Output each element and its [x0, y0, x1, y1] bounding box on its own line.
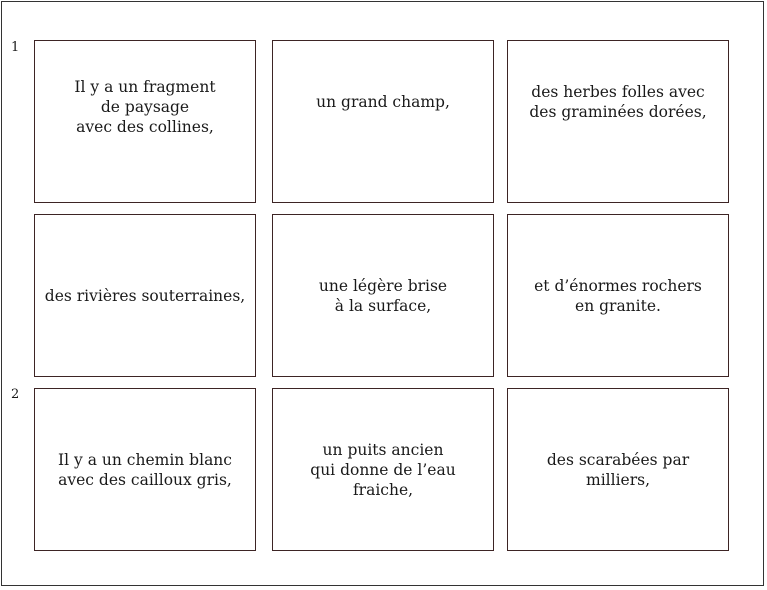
card-7: [34, 388, 256, 551]
card-text: un puits ancien qui donne de l’eau fraiche,: [310, 440, 456, 499]
row-number-1: 1: [11, 40, 20, 55]
card-text: Il y a un fragment de paysage avec des collines,: [74, 77, 216, 136]
card-4: [34, 214, 256, 377]
row-number-2: 2: [11, 387, 20, 402]
card-5: [272, 214, 494, 377]
card-text: une légère brise à la surface,: [318, 276, 448, 315]
card-1: [34, 40, 256, 203]
card-3: [507, 40, 729, 203]
card-text: un grand champ,: [316, 92, 450, 111]
card-6: [507, 214, 729, 377]
card-9: [507, 388, 729, 551]
card-2: [272, 40, 494, 203]
card-text: et d’énormes rochers en granite.: [534, 276, 702, 315]
card-8: [272, 388, 494, 551]
card-text: Il y a un chemin blanc avec des cailloux gris,: [58, 450, 232, 489]
card-text: des herbes folles avec des graminées dorées,: [529, 82, 707, 121]
card-text: des scarabées par milliers,: [546, 450, 690, 489]
card-text: des rivières souterraines,: [44, 286, 246, 305]
